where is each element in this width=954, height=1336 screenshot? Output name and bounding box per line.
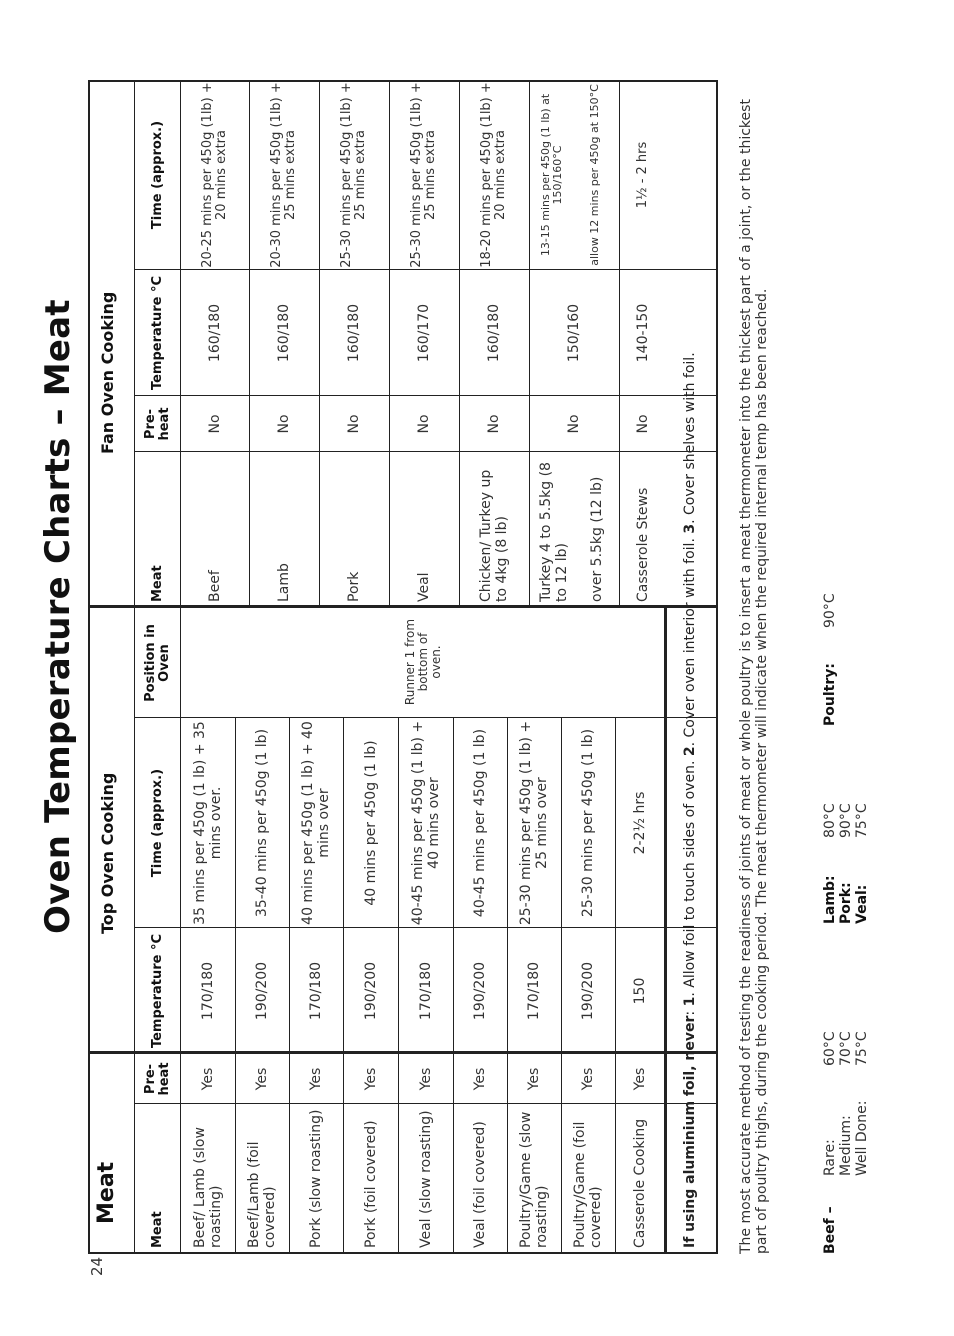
top-row-preheat: Yes bbox=[526, 1067, 542, 1091]
temp-value: 90°C bbox=[838, 803, 854, 838]
top-row-meat: Veal (foil covered) bbox=[472, 1121, 488, 1248]
top-row-meat: Pork (slow roasting) bbox=[308, 1109, 324, 1248]
top-row-time: 40-45 mins per 450g (1 lb) + 40 mins over bbox=[410, 720, 442, 926]
col-header-fan-meat: Meat bbox=[150, 565, 165, 602]
fan-row-meat: Turkey 4 to 5.5kg (8 to 12 lb) bbox=[538, 462, 570, 602]
fan-row-meat: Lamb bbox=[276, 563, 292, 602]
fan-row-meat: Beef bbox=[207, 570, 223, 602]
temp-value: 75°C bbox=[854, 803, 870, 838]
temp-label: Rare: bbox=[822, 1139, 838, 1176]
top-row-time: 35 mins per 450g (1 lb) + 35 mins over. bbox=[192, 721, 224, 925]
top-row-temp: 170/180 bbox=[200, 961, 216, 1021]
top-row-time: 25-30 mins per 450g (1 lb) + 25 mins over bbox=[518, 720, 550, 926]
other-temps-labels bbox=[822, 875, 870, 924]
beef-label bbox=[822, 1206, 838, 1254]
fan-row-preheat: No bbox=[276, 414, 292, 434]
header-divider bbox=[134, 80, 135, 1254]
temp-label: Lamb: bbox=[822, 875, 838, 924]
temp-value: 75°C bbox=[854, 1031, 870, 1066]
foil-note-text-2: . Cover oven interior with foil. bbox=[682, 538, 698, 747]
top-row-temp: 170/180 bbox=[308, 961, 324, 1021]
fan-row-meat: Casserole Stews bbox=[635, 487, 651, 602]
row-line bbox=[235, 718, 236, 1254]
fan-row-meat-secondary: over 5.5kg (12 lb) bbox=[589, 476, 605, 602]
row-line bbox=[619, 80, 620, 608]
top-row-preheat: Yes bbox=[363, 1067, 379, 1091]
row-line bbox=[398, 718, 399, 1254]
top-row-preheat: Yes bbox=[418, 1067, 434, 1091]
temp-label: Well Done: bbox=[854, 1100, 870, 1176]
other-temps-values bbox=[822, 803, 870, 838]
fan-oven-heading: Fan Oven Cooking bbox=[98, 291, 117, 454]
foil-note-text-3: . Cover shelves with foil. bbox=[682, 352, 698, 524]
top-row-time: 40 mins per 450g (1 lb) bbox=[363, 740, 379, 906]
top-row-temp: 190/200 bbox=[580, 961, 596, 1021]
top-row-time: 25-30 mins per 450g (1 lb) bbox=[580, 728, 596, 918]
top-row-temp: 190/200 bbox=[472, 961, 488, 1021]
temp-label: Veal: bbox=[854, 884, 870, 924]
top-row-temp: 170/180 bbox=[418, 961, 434, 1021]
top-row-preheat: Yes bbox=[254, 1067, 270, 1091]
col-header-preheat: Pre-heat bbox=[143, 1062, 172, 1096]
fan-row-time: 1½ - 2 hrs bbox=[635, 141, 650, 209]
fan-row-temp: 140-150 bbox=[635, 303, 651, 363]
top-row-preheat: Yes bbox=[632, 1067, 648, 1091]
row-line bbox=[389, 80, 390, 608]
col-header-fan-preheat: Pre-heat bbox=[143, 407, 172, 441]
fan-row-preheat: No bbox=[486, 414, 502, 434]
top-oven-heading: Top Oven Cooking bbox=[98, 772, 117, 934]
row-line bbox=[507, 718, 508, 1254]
top-row-temp: 190/200 bbox=[363, 961, 379, 1021]
fan-row-temp: 160/180 bbox=[276, 303, 292, 363]
foil-note-num-3: 3 bbox=[682, 523, 698, 534]
top-row-time: 40-45 mins per 450g (1 lb) bbox=[472, 728, 488, 918]
poultry-value: 90°C bbox=[822, 593, 838, 628]
col-header-position: Position in Oven bbox=[143, 624, 172, 702]
top-row-preheat: Yes bbox=[200, 1067, 216, 1091]
fan-row-preheat: No bbox=[346, 414, 362, 434]
fan-row-time: 13-15 mins per 450g (1 lb) at 150/160°C bbox=[539, 93, 564, 257]
top-row-preheat: Yes bbox=[472, 1067, 488, 1091]
row-line bbox=[453, 718, 454, 1254]
col-header-time: Time (approx.) bbox=[150, 768, 165, 878]
row-line bbox=[249, 80, 250, 608]
fan-row-meat: Veal bbox=[416, 572, 432, 602]
top-row-meat: Beef/ Lamb (slow roasting) bbox=[192, 1127, 224, 1248]
top-row-meat: Beef/Lamb (foil covered) bbox=[246, 1141, 278, 1248]
top-row-preheat: Yes bbox=[308, 1067, 324, 1091]
row-line bbox=[615, 718, 616, 1254]
fan-row-time: 25-30 mins per 450g (1lb) + 25 mins extra bbox=[339, 82, 368, 268]
table-caption: Meat bbox=[94, 1161, 119, 1224]
beef-temps-values bbox=[822, 1031, 870, 1066]
top-row-preheat: Yes bbox=[580, 1067, 596, 1091]
foil-note-text-1: . Allow foil to touch sides of oven. bbox=[682, 760, 698, 997]
temp-label: Pork: bbox=[838, 882, 854, 924]
poultry-label-text: Poultry: bbox=[822, 663, 838, 726]
fan-row-meat: Pork bbox=[346, 571, 362, 602]
fan-row-time: 25-30 mins per 450g (1lb) + 25 mins extra bbox=[409, 82, 438, 268]
foil-note-num-1: 1 bbox=[682, 996, 698, 1007]
fan-row-time: 18-20 mins per 450g (1lb) + 20 mins extra bbox=[479, 82, 508, 268]
fan-row-preheat: No bbox=[207, 414, 223, 434]
fan-row-time: 20-30 mins per 450g (1lb) + 25 mins extra bbox=[269, 82, 298, 268]
top-row-meat: Poultry/Game (slow roasting) bbox=[518, 1111, 550, 1248]
foil-note-lead: If using aluminium foil, never bbox=[682, 1015, 698, 1248]
fan-row-temp: 150/160 bbox=[566, 303, 582, 363]
poultry-label bbox=[822, 663, 838, 726]
top-row-time: 40 mins per 450g (1 lb) + 40 mins over bbox=[300, 721, 332, 925]
position-in-oven: Runner 1 from bottom of oven. bbox=[402, 618, 443, 706]
fan-row-time: 20-25 mins per 450g (1lb) + 20 mins extra bbox=[200, 82, 229, 268]
temp-label: Medium: bbox=[838, 1115, 854, 1176]
fan-row-preheat: No bbox=[416, 414, 432, 434]
top-row-temp: 170/180 bbox=[526, 961, 542, 1021]
beef-label-text: Beef – bbox=[822, 1206, 838, 1254]
top-row-temp: 150 bbox=[632, 977, 648, 1005]
col-header-fan-temperature: Temperature °C bbox=[150, 275, 165, 391]
page-number: 24 bbox=[88, 1256, 106, 1276]
row-line bbox=[319, 80, 320, 608]
col-header-fan-time: Time (approx.) bbox=[150, 120, 165, 230]
row-line bbox=[289, 718, 290, 1254]
col-header-meat: Meat bbox=[150, 1211, 165, 1248]
top-row-meat: Poultry/Game (foil covered) bbox=[572, 1121, 604, 1248]
thermometer-paragraph: The most accurate method of testing the readiness of joints of meat or whole poultry is to insert a meat thermometer into the thickest part of a joint, or the thickest part of poultry thighs, during the cooking period. The meat thermometer will indicate when the required internal temp has been reached. bbox=[738, 99, 770, 1254]
top-row-time: 35-40 mins per 450g (1 lb) bbox=[254, 728, 270, 918]
row-line bbox=[459, 80, 460, 608]
temp-value: 80°C bbox=[822, 803, 838, 838]
fan-row-meat: Chicken/ Turkey up to 4kg (8 lb) bbox=[478, 469, 510, 602]
top-row-meat: Veal (slow roasting) bbox=[418, 1110, 434, 1248]
top-row-meat: Casserole Cooking bbox=[632, 1118, 648, 1248]
fan-row-preheat: No bbox=[635, 414, 651, 434]
column-header-divider bbox=[180, 80, 181, 1254]
row-line bbox=[529, 80, 530, 608]
top-row-meat: Pork (foil covered) bbox=[363, 1120, 379, 1248]
foil-note: If using aluminium foil, never: 1. Allow foil to touch sides of oven. 2. Cover oven interior with foil. 3. Cover shelves with foil. bbox=[682, 352, 698, 1248]
col-header-temperature: Temperature °C bbox=[150, 933, 165, 1049]
top-row-temp: 190/200 bbox=[254, 961, 270, 1021]
top-row-time: 2-2½ hrs bbox=[632, 791, 648, 855]
fan-row-temp: 160/170 bbox=[416, 303, 432, 363]
row-line bbox=[561, 718, 562, 1254]
foil-note-num-2: 2 bbox=[682, 746, 698, 757]
page-title: Oven Temperature Charts – Meat bbox=[38, 299, 78, 934]
beef-temps-labels bbox=[822, 1101, 870, 1176]
fan-row-temp: 160/180 bbox=[346, 303, 362, 363]
fan-row-temp: 160/180 bbox=[486, 303, 502, 363]
fan-row-preheat: No bbox=[566, 414, 582, 434]
table-bottom-rule bbox=[664, 608, 667, 1254]
fan-row-temp: 160/180 bbox=[207, 303, 223, 363]
row-line bbox=[343, 718, 344, 1254]
temp-value: 70°C bbox=[838, 1031, 854, 1066]
fan-row-time-secondary: allow 12 mins per 450g at 150°C bbox=[588, 84, 601, 266]
temp-value: 60°C bbox=[822, 1031, 838, 1066]
